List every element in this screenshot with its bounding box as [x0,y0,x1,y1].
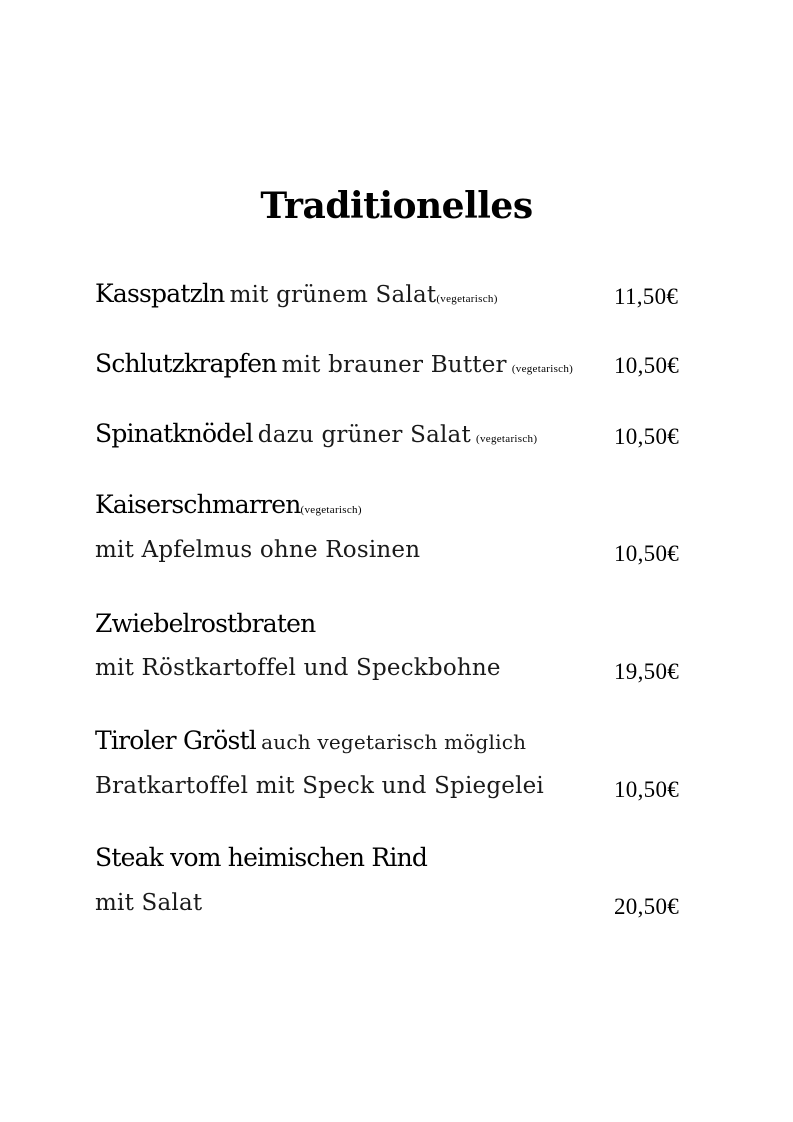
menu-item-schlutzkrapfen [95,349,695,389]
dish-price: 11,50€ [614,284,679,309]
dish-detail-line [95,890,695,930]
menu-item-zwiebelrostbraten [95,609,695,649]
dish-price: 20,50€ [614,894,680,919]
dish-description: mit brauner Butter [281,352,507,378]
dish-detail-line [95,773,695,813]
dish-price: 10,50€ [614,541,680,566]
dish-name: Schlutzkrapfen [95,349,277,378]
menu-item-kaiserschmarren [95,490,695,530]
vegetarian-note: (vegetarisch) [476,433,538,445]
menu-item-steak [95,843,695,883]
dish-description: mit grünem Salat [229,282,437,308]
dish-description: dazu grüner Salat [257,422,471,448]
dish-name: Zwiebelrostbraten [95,609,316,638]
dish-detail: mit Röstkartoffel und Speckbohne [95,655,501,681]
dish-description: auch vegetarisch möglich [261,730,527,754]
dish-detail: Bratkartoffel mit Speck und Spiegelei [95,773,544,799]
dish-price: 10,50€ [614,424,680,449]
dish-name: Kaiserschmarren [95,490,301,519]
dish-name: Steak vom heimischen Rind [95,843,428,872]
vegetarian-note: (vegetarisch) [436,293,498,305]
menu-item-tiroler-groestl [95,726,695,766]
dish-price: 19,50€ [614,659,680,684]
dish-name: Spinatknödel [95,419,253,448]
menu-item-kasspatzln [95,279,695,319]
vegetarian-note: (vegetarisch) [511,363,574,375]
dish-price: 10,50€ [614,777,680,802]
page-title: Traditionelles [260,185,533,228]
dish-detail-line [95,655,695,695]
dish-detail: mit Salat [95,890,203,916]
dish-price: 10,50€ [614,353,680,378]
dish-name: Tiroler Gröstl [95,726,257,755]
dish-detail: mit Apfelmus ohne Rosinen [95,537,421,563]
vegetarian-note: (vegetarisch) [300,504,362,516]
dish-detail-line [95,537,695,577]
dish-name: Kasspatzln [95,279,225,308]
menu-item-spinatknoedel [95,419,695,459]
